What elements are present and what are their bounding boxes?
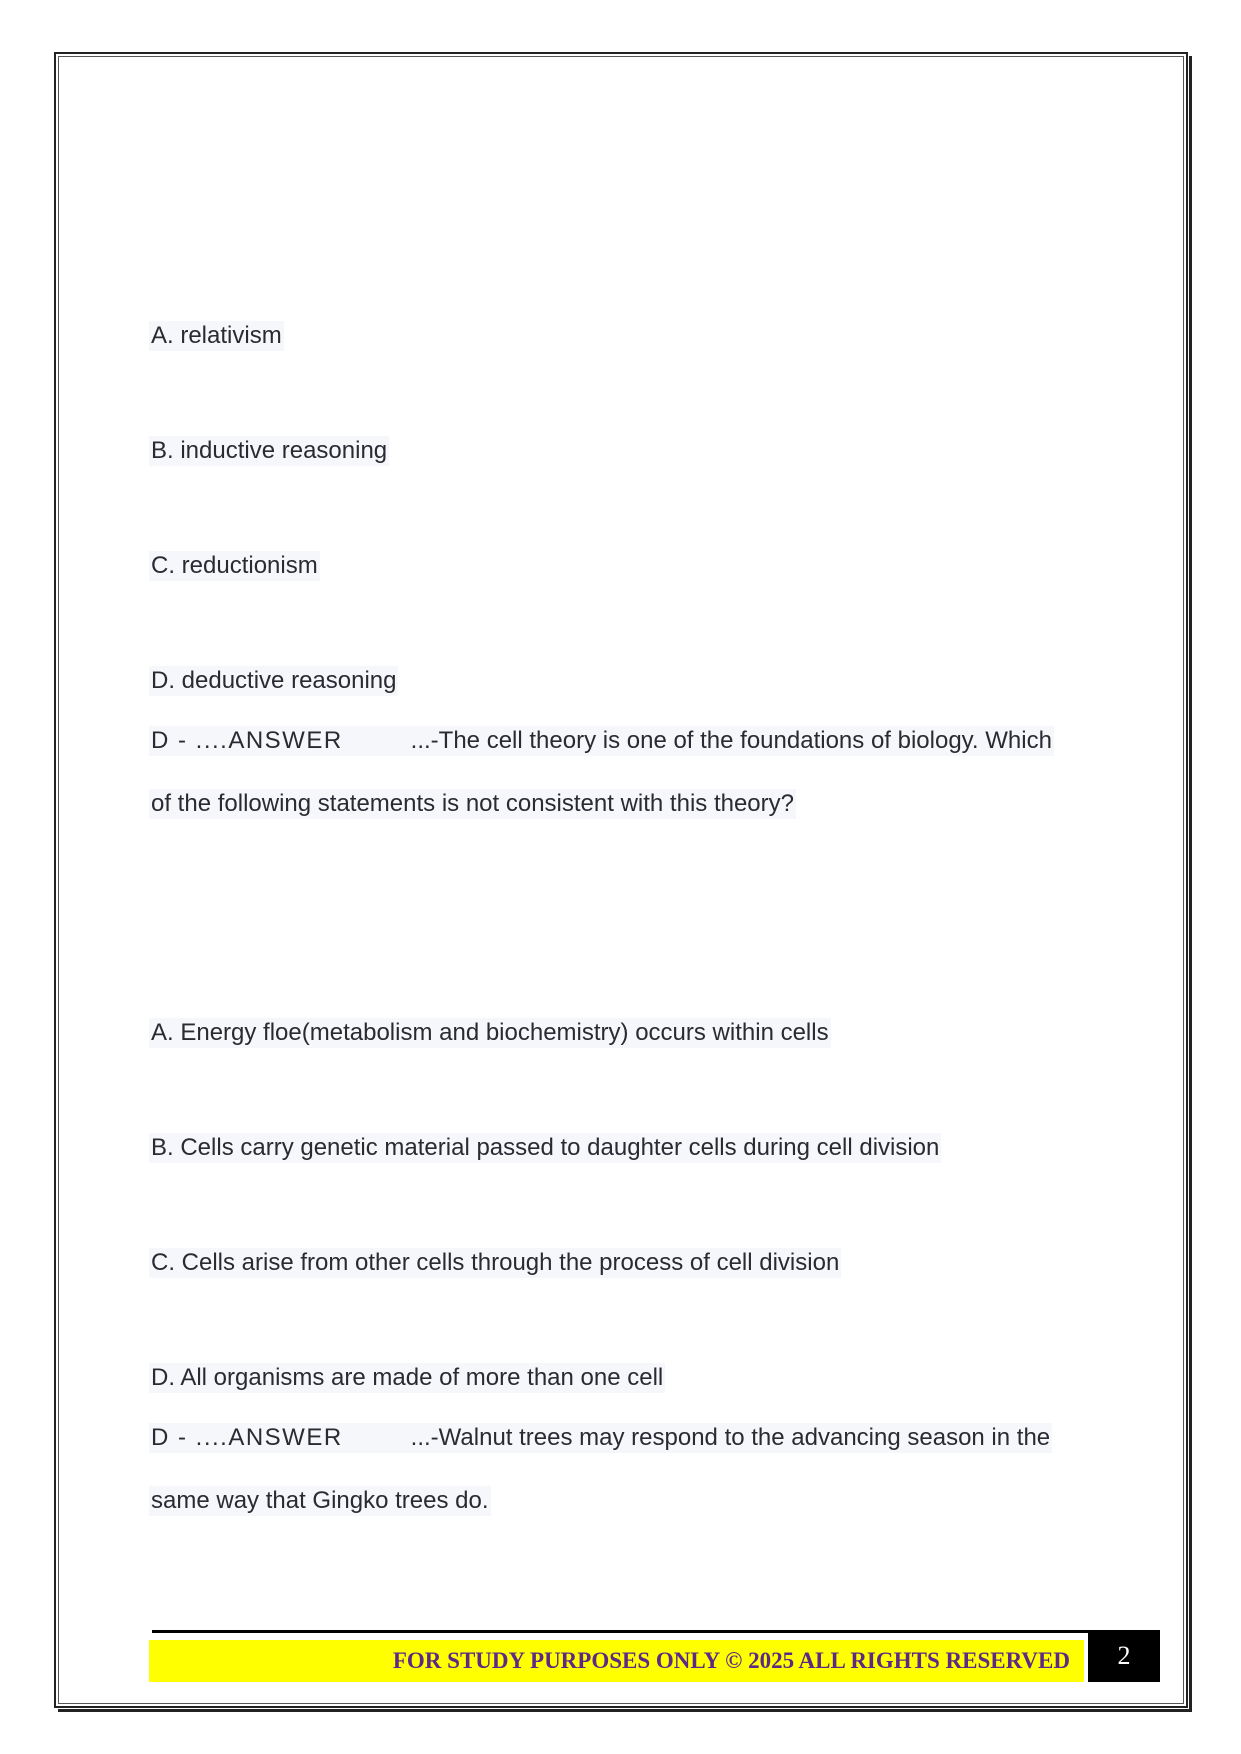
q2-answer-line [149, 1423, 1052, 1453]
q1-option-b: B. inductive reasoning [151, 437, 388, 464]
q2-stem-line1: ...-The cell theory is one of the foundations of biology. Which [410, 727, 1052, 754]
q3-stem-line1: ...-Walnut trees may respond to the advancing season in the [410, 1424, 1051, 1451]
q1-option-d: D. deductive reasoning [151, 667, 397, 694]
q2-answer-tag: D - ....ANSWER [151, 1424, 343, 1451]
q2-option-a: A. Energy floe(metabolism and biochemistry) occurs within cells [151, 1019, 829, 1046]
footer-band [149, 1640, 1084, 1682]
q1-option-c: C. reductionism [151, 552, 318, 579]
q1-answer-line [149, 726, 1054, 756]
q3-stem-line2: same way that Gingko trees do. [151, 1487, 489, 1514]
q1-answer-tag: D - ....ANSWER [151, 727, 343, 754]
footer-rule [152, 1630, 1092, 1633]
q2-stem-line2: of the following statements is not consistent with this theory? [151, 790, 794, 817]
footer-copyright: FOR STUDY PURPOSES ONLY © 2025 ALL RIGHTS RESERVED [392, 1648, 1070, 1673]
q2-option-c: C. Cells arise from other cells through the process of cell division [151, 1249, 840, 1276]
page-border-inner [58, 56, 1184, 1704]
q2-option-b: B. Cells carry genetic material passed to daughter cells during cell division [151, 1134, 940, 1161]
q2-option-d: D. All organisms are made of more than one cell [151, 1364, 664, 1391]
q1-option-a: A. relativism [151, 322, 282, 349]
page-number: 2 [1088, 1630, 1160, 1682]
